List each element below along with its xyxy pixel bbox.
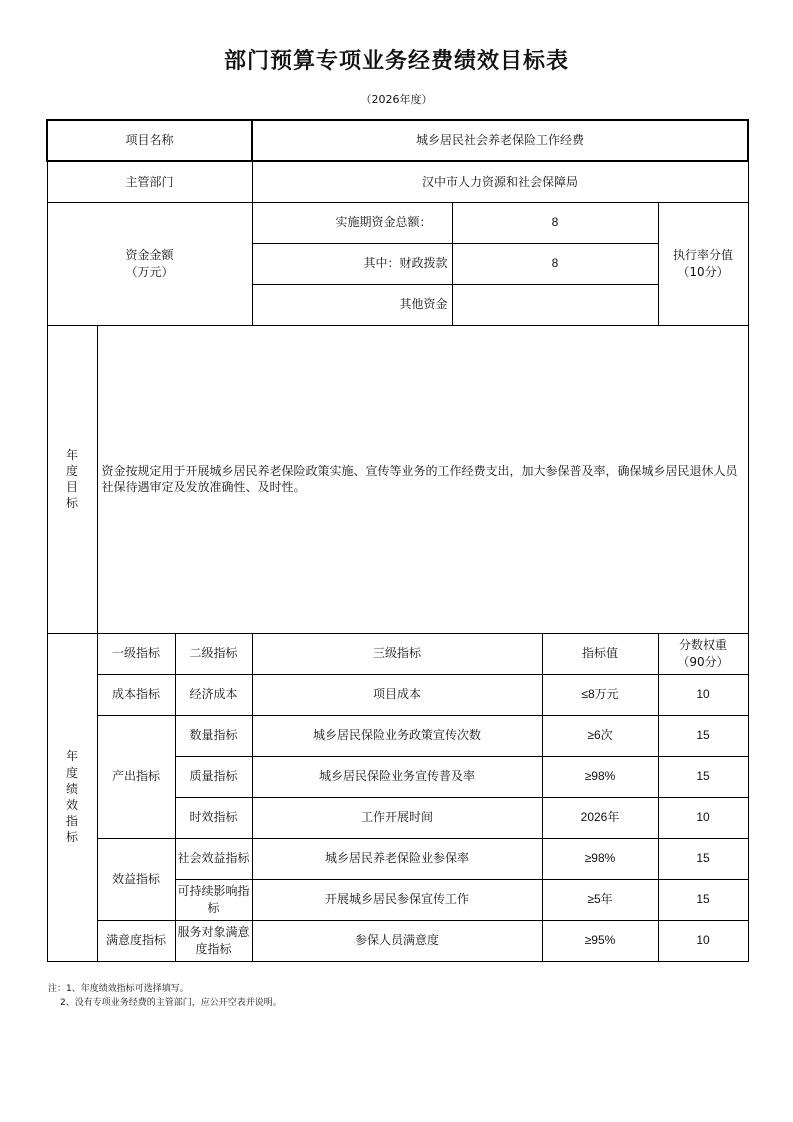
indicator-level2: 可持续影响指标 bbox=[175, 879, 252, 920]
project-value: 城乡居民社会养老保险工作经费 bbox=[252, 120, 748, 161]
header-weight-line2: （90分） bbox=[677, 654, 729, 669]
year-label: （2026年度） bbox=[360, 93, 433, 106]
indicator-score: 10 bbox=[658, 920, 748, 961]
cost-level1: 成本指标 bbox=[97, 674, 175, 715]
indicator-score: 15 bbox=[658, 715, 748, 756]
header-value: 指标值 bbox=[542, 633, 658, 674]
annual-goal-char: 度 bbox=[65, 463, 78, 478]
annual-goal-row bbox=[47, 325, 748, 633]
indicator-value: ≥98% bbox=[542, 756, 658, 797]
indicator-row bbox=[47, 838, 748, 879]
indicator-score: 10 bbox=[658, 797, 748, 838]
annual-goal-char: 目 bbox=[65, 480, 78, 494]
indicator-value: ≥95% bbox=[542, 920, 658, 961]
indicator-level3: 开展城乡居民参保宣传工作 bbox=[252, 879, 542, 920]
annual-goal-char: 年 bbox=[65, 447, 78, 462]
indicator-level3: 城乡居民养老保险业参保率 bbox=[252, 838, 542, 879]
funds-other-value bbox=[452, 284, 658, 325]
funds-label-line2: （万元） bbox=[125, 264, 174, 279]
indicator-score: 15 bbox=[658, 879, 748, 920]
funds-total-value: 8 bbox=[452, 202, 658, 243]
indicator-score: 15 bbox=[658, 838, 748, 879]
indicator-level3: 城乡居民保险业务政策宣传次数 bbox=[252, 715, 542, 756]
performance-table bbox=[46, 119, 749, 962]
indicator-score: 10 bbox=[658, 674, 748, 715]
header-level3: 三级指标 bbox=[252, 633, 542, 674]
annual-goal-text: 资金按规定用于开展城乡居民养老保险政策实施、宣传等业务的工作经费支出，加大参保普及率，确保城乡居民退休人员社保待遇审定及发放准确性、及时性。 bbox=[97, 325, 748, 633]
indicator-level2: 经济成本 bbox=[175, 674, 252, 715]
execution-rate-line1: 执行率分值 bbox=[673, 248, 734, 263]
execution-rate-cell bbox=[658, 202, 748, 325]
indicator-level2: 社会效益指标 bbox=[175, 838, 252, 879]
funds-label-line1: 资金金额 bbox=[125, 248, 174, 263]
funds-fiscal-value: 8 bbox=[452, 243, 658, 284]
funds-total-label: 实施期资金总额： bbox=[252, 202, 452, 243]
indicators-label bbox=[47, 633, 97, 961]
indicators-char: 标 bbox=[65, 830, 78, 845]
indicator-level2: 时效指标 bbox=[175, 797, 252, 838]
indicator-value: ≤8万元 bbox=[542, 674, 658, 715]
indicators-char: 年 bbox=[65, 749, 78, 764]
indicator-row bbox=[47, 715, 748, 756]
indicator-value: ≥98% bbox=[542, 838, 658, 879]
footnote-2: 2、没有专项业务经费的主管部门，应公开空表并说明。 bbox=[60, 998, 282, 1008]
footnotes bbox=[48, 982, 282, 1010]
satisfaction-level1: 满意度指标 bbox=[97, 920, 175, 961]
department-row bbox=[47, 161, 748, 202]
header-level1: 一级指标 bbox=[97, 633, 175, 674]
header-weight-line1: 分数权重 bbox=[679, 638, 728, 653]
header-level2: 二级指标 bbox=[175, 633, 252, 674]
department-value: 汉中市人力资源和社会保障局 bbox=[252, 161, 748, 202]
indicators-char: 指 bbox=[65, 814, 78, 829]
department-label: 主管部门 bbox=[47, 161, 252, 202]
indicator-level3: 城乡居民保险业务宣传普及率 bbox=[252, 756, 542, 797]
funds-label bbox=[47, 202, 252, 325]
execution-rate-line2: （10分） bbox=[677, 264, 729, 279]
header-weight bbox=[658, 633, 748, 674]
indicator-level2: 服务对象满意度指标 bbox=[175, 920, 252, 961]
indicator-level3: 项目成本 bbox=[252, 674, 542, 715]
annual-goal-char: 标 bbox=[65, 496, 78, 511]
indicator-row bbox=[47, 674, 748, 715]
output-level1: 产出指标 bbox=[97, 715, 175, 838]
funds-fiscal-label: 其中：财政拨款 bbox=[252, 243, 452, 284]
indicators-char: 度 bbox=[65, 765, 78, 780]
funds-total-row bbox=[47, 202, 748, 243]
project-label: 项目名称 bbox=[47, 120, 252, 161]
indicator-score: 15 bbox=[658, 756, 748, 797]
indicator-level2: 质量指标 bbox=[175, 756, 252, 797]
project-row bbox=[47, 120, 748, 161]
indicators-char: 效 bbox=[65, 798, 78, 812]
funds-other-label: 其他资金 bbox=[252, 284, 452, 325]
indicator-header-row bbox=[47, 633, 748, 674]
indicator-row bbox=[47, 920, 748, 961]
benefit-level1: 效益指标 bbox=[97, 838, 175, 920]
indicator-value: ≥5年 bbox=[542, 879, 658, 920]
footnote-1: 注：1、年度绩效指标可选择填写。 bbox=[48, 984, 189, 994]
indicator-value: ≥6次 bbox=[542, 715, 658, 756]
indicator-level3: 参保人员满意度 bbox=[252, 920, 542, 961]
indicator-level2: 数量指标 bbox=[175, 715, 252, 756]
page-title: 部门预算专项业务经费绩效目标表 bbox=[223, 49, 569, 74]
indicator-value: 2026年 bbox=[542, 797, 658, 838]
indicator-level3: 工作开展时间 bbox=[252, 797, 542, 838]
annual-goal-label bbox=[47, 325, 97, 633]
indicators-char: 绩 bbox=[65, 781, 78, 796]
